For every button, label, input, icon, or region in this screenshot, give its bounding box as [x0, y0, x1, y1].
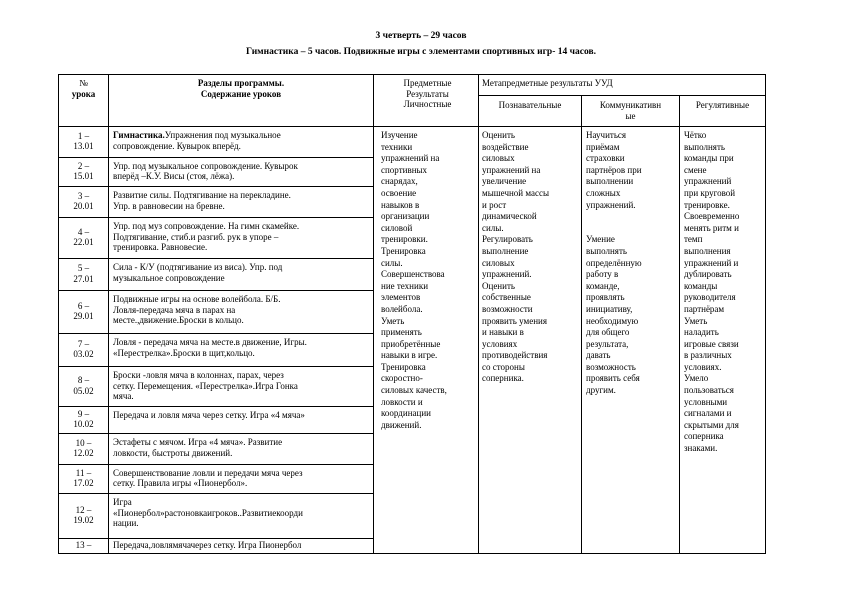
- lesson-content-line: [113, 294, 372, 305]
- col-divider-2: [373, 74, 374, 554]
- lesson-content-line: [113, 201, 372, 212]
- communicative-result-line: упражнений.: [586, 199, 636, 210]
- communicative-result-line: сложных: [586, 187, 621, 198]
- communicative-result-line: проявить себя: [586, 373, 640, 384]
- lesson-date: 10.02: [73, 419, 94, 430]
- cognitive-result-line: мышечной массы: [482, 187, 550, 198]
- cognitive-result-line: Оценить: [482, 130, 515, 140]
- lesson-content-text: ловкости, быстроты движений.: [113, 447, 233, 458]
- lesson-content-text: вперёд –К.У. Висы (стоя, лёжа).: [113, 171, 235, 182]
- lesson-content-line: [113, 508, 372, 519]
- lesson-content-line: [113, 130, 372, 141]
- regulative-result-line: команды: [684, 280, 718, 291]
- lesson-number: [59, 438, 108, 459]
- cognitive-result-line: и навыки в: [482, 327, 524, 338]
- header-communicative: [582, 100, 679, 121]
- lesson-index: 9 –: [77, 408, 90, 419]
- lesson-content-line: [113, 410, 372, 421]
- lesson-content: [109, 468, 372, 489]
- cognitive-result-line: соперника.: [482, 373, 524, 384]
- cognitive-result-line: упражнений на: [482, 164, 541, 175]
- lesson-index: 2 –: [77, 160, 90, 171]
- communicative-result-line: [586, 223, 678, 235]
- lesson-content-text: сетку. Правила игры «Пионербол».: [113, 478, 248, 489]
- lesson-number: [59, 263, 108, 284]
- subject-result-line: освоение: [381, 187, 417, 198]
- subject-result-line: Совершенствова: [381, 269, 445, 280]
- lesson-date: 29.01: [73, 311, 94, 322]
- lesson-content-text: Броски -ловля мяча в колоннах, парах, через: [113, 370, 284, 380]
- meta-header-divider: [478, 95, 765, 96]
- subject-result-line: силы.: [381, 257, 403, 268]
- regulative-result-line: Умело: [684, 373, 709, 384]
- subject-result-line: ловкости и: [381, 396, 423, 407]
- subject-result-line: Тренировка: [381, 361, 426, 372]
- header-subject-line3: Личностные: [403, 99, 452, 110]
- regulative-result-line: выполнять: [684, 141, 725, 152]
- lesson-content-text: мяча.: [113, 391, 134, 402]
- communicative-result-line: Умение: [586, 234, 615, 245]
- lesson-content-line: [113, 370, 372, 381]
- header-meta: Метапредметные результаты УУД: [482, 78, 613, 88]
- lesson-number: [59, 339, 108, 360]
- communicative-result-line: выполнять: [586, 245, 627, 256]
- lesson-content-line: [113, 478, 372, 489]
- cognitive-result-line: динамической: [482, 211, 537, 222]
- header-subject: [379, 78, 476, 110]
- lesson-index: 6 –: [77, 300, 90, 311]
- row-divider: [58, 186, 373, 187]
- header-bottom-rule: [58, 126, 765, 127]
- cognitive-result-line: собственные: [482, 292, 531, 303]
- lesson-content-line: [113, 497, 372, 508]
- regulative-result-line: соперника: [684, 431, 724, 442]
- subject-result-line: Изучение: [381, 130, 418, 140]
- lesson-number: [59, 227, 108, 248]
- lesson-date: 19.02: [73, 515, 94, 526]
- lesson-number: [59, 505, 108, 526]
- lesson-content-line: [113, 381, 372, 392]
- header-num-symbol: №: [79, 78, 88, 88]
- lesson-content-line: [113, 437, 372, 448]
- regulative-result-line: наладить: [684, 327, 719, 338]
- lesson-content: [109, 370, 372, 402]
- subject-results-cell: [381, 130, 476, 431]
- cognitive-result-line: силы.: [482, 222, 504, 233]
- lesson-number: [59, 301, 108, 322]
- cognitive-result-line: Оценить: [482, 280, 515, 291]
- regulative-result-line: команды при: [684, 153, 734, 164]
- communicative-result-line: команде,: [586, 280, 620, 291]
- header-sections: [109, 78, 373, 99]
- regulative-result-line: скрытыми для: [684, 419, 739, 430]
- lesson-number: [59, 131, 108, 152]
- lesson-content-line: [113, 540, 372, 551]
- lesson-index: 10 –: [75, 437, 92, 448]
- lesson-content-line: [113, 141, 372, 152]
- cognitive-result-line: Регулировать: [482, 234, 533, 245]
- lesson-index: 1 –: [77, 130, 90, 141]
- subject-result-line: навыков в: [381, 199, 420, 210]
- row-divider: [58, 406, 373, 407]
- subject-result-line: приобретённые: [381, 338, 441, 349]
- lesson-content-line: [113, 161, 372, 172]
- regulative-result-line: пользоваться: [684, 385, 734, 396]
- cognitive-result-line: проявить умения: [482, 315, 547, 326]
- lesson-content: [109, 161, 372, 182]
- header-cognitive: Познавательные: [498, 100, 562, 110]
- lesson-content: [109, 437, 372, 458]
- regulative-result-line: упражнений и: [684, 257, 739, 268]
- communicative-result-line: результата,: [586, 338, 629, 349]
- regulative-results-cell: [684, 130, 764, 455]
- cognitive-result-line: воздействие: [482, 141, 529, 152]
- lesson-content-text: Совершенствование ловли и передачи мяча через: [113, 467, 303, 478]
- regulative-result-line: смене: [684, 164, 707, 175]
- lesson-content-text: Эстафеты с мячом. Игра «4 мяча». Развитие: [113, 437, 283, 447]
- subject-result-line: Тренировка: [381, 245, 426, 256]
- hours-subtitle: Гимнастика – 5 часов. Подвижные игры с элементами спортивных игр- 14 часов.: [246, 47, 596, 57]
- subject-result-line: техники: [381, 141, 413, 152]
- communicative-result-line: необходимую: [586, 315, 639, 326]
- subject-result-line: навыки в игре.: [381, 350, 438, 361]
- lesson-content-text: Игра: [113, 497, 132, 507]
- lesson-content-text: Сила - К/У (подтягивание из виса). Упр. под: [113, 262, 283, 272]
- cognitive-result-line: увеличение: [482, 176, 527, 187]
- header-regulative: Регулятивные: [695, 100, 750, 110]
- communicative-result-line: Научиться: [586, 130, 627, 140]
- cognitive-result-line: возможности: [482, 303, 533, 314]
- lesson-content-text: «Перестрелка».Броски в щит,кольцо.: [113, 347, 255, 358]
- lesson-content-line: [113, 468, 372, 479]
- header-num: [59, 78, 108, 99]
- table-border-top: [58, 74, 765, 75]
- row-divider: [58, 157, 373, 158]
- subject-result-line: снарядах,: [381, 176, 418, 187]
- lesson-content-text: нации.: [113, 518, 139, 529]
- lesson-content-text: Передача,ловлямячачерез сетку. Игра Пионербол: [113, 540, 302, 551]
- regulative-result-line: менять ритм и: [684, 222, 739, 233]
- regulative-result-line: игровые связи: [684, 338, 739, 349]
- regulative-result-line: темп: [684, 234, 703, 245]
- lesson-content-text: Упр. под музыкальное сопровождение. Кувырок: [113, 160, 298, 171]
- cognitive-results-cell: [482, 130, 580, 385]
- regulative-result-line: сигналами и: [684, 408, 732, 419]
- lesson-date: 20.01: [73, 201, 94, 212]
- lesson-content-line: [113, 391, 372, 402]
- lesson-content: [109, 262, 372, 283]
- subject-result-line: скоростно-: [381, 373, 423, 384]
- lesson-content-text: Подтягивание, стиб.и разгиб. рук в упоре –: [113, 231, 279, 242]
- lesson-content-line: [113, 242, 372, 253]
- lesson-content-text: Развитие силы. Подтягивание на перекладине.: [113, 190, 291, 200]
- lesson-content-text: сетку. Перемещения. «Перестрелка».Игра Гонка: [113, 380, 298, 391]
- cognitive-result-line: выполнение: [482, 245, 529, 256]
- header-sections-line1: Разделы программы.: [197, 78, 285, 88]
- lesson-content-line: [113, 448, 372, 459]
- subject-result-line: силовой: [381, 222, 413, 233]
- regulative-result-line: дублировать: [684, 269, 732, 280]
- regulative-result-line: знаками.: [684, 443, 718, 454]
- lesson-number: [59, 191, 108, 212]
- lesson-index: 4 –: [77, 226, 90, 237]
- row-divider: [58, 258, 373, 259]
- row-divider: [58, 433, 373, 434]
- lesson-content-line: [113, 518, 372, 529]
- regulative-result-line: условными: [684, 396, 728, 407]
- communicative-result-line: проявлять: [586, 292, 625, 303]
- subject-result-line: упражнений на: [381, 153, 440, 164]
- communicative-result-line: другим.: [586, 385, 616, 396]
- col-divider-4: [581, 95, 582, 554]
- communicative-result-line: партнёров при: [586, 164, 642, 175]
- col-divider-3: [478, 74, 479, 554]
- regulative-result-line: партнёрам: [684, 303, 725, 314]
- cognitive-result-line: условиях: [482, 338, 518, 349]
- row-divider: [58, 366, 373, 367]
- communicative-result-line: возможность: [586, 361, 636, 372]
- row-divider: [58, 333, 373, 334]
- subject-result-line: тренировки.: [381, 234, 428, 245]
- lesson-date: 03.02: [73, 349, 94, 360]
- lesson-content: [109, 130, 372, 151]
- lesson-number: [59, 468, 108, 489]
- regulative-result-line: Уметь: [684, 315, 708, 326]
- lesson-content-line: [113, 348, 372, 359]
- lesson-date: 15.01: [73, 171, 94, 182]
- communicative-result-line: [586, 211, 678, 223]
- cognitive-result-line: и рост: [482, 199, 507, 210]
- cognitive-result-line: силовых: [482, 257, 515, 268]
- lesson-content: [109, 337, 372, 358]
- lesson-content: [109, 497, 372, 529]
- lesson-content-text: Упражнения под музыкальное: [164, 130, 281, 140]
- section-heading: Гимнастика.: [113, 130, 165, 140]
- communicative-result-line: работу в: [586, 269, 619, 280]
- header-sections-line2: Содержание уроков: [200, 88, 282, 99]
- lesson-index: 13 –: [75, 540, 92, 551]
- regulative-result-line: условиях.: [684, 361, 722, 372]
- cognitive-result-line: упражнений.: [482, 269, 532, 280]
- subject-result-line: ние техники: [381, 280, 429, 291]
- regulative-result-line: Своевременно: [684, 211, 740, 222]
- regulative-result-line: в различных: [684, 350, 732, 361]
- header-comm-line1: Коммуникативн: [599, 100, 662, 110]
- lesson-content-text: музыкальное сопровождение: [113, 272, 225, 283]
- cognitive-result-line: со стороны: [482, 361, 525, 372]
- lesson-index: 12 –: [75, 504, 92, 515]
- lesson-content: [109, 410, 372, 421]
- subject-result-line: элементов: [381, 292, 421, 303]
- lesson-number: [59, 161, 108, 182]
- subject-result-line: применять: [381, 327, 422, 338]
- lesson-content-text: тренировка. Равновесие.: [113, 242, 208, 253]
- lesson-content-line: [113, 337, 372, 348]
- quarter-title: 3 четверть – 29 часов: [375, 31, 467, 41]
- communicative-result-line: инициативу,: [586, 303, 633, 314]
- subject-result-line: организации: [381, 211, 430, 222]
- lesson-content-line: [113, 232, 372, 243]
- regulative-result-line: упражнений: [684, 176, 732, 187]
- subject-result-line: волейбола.: [381, 303, 423, 314]
- lesson-content-text: Передача и ловля мяча через сетку. Игра «4 мяча»: [113, 410, 305, 420]
- lesson-content-text: Подвижные игры на основе волейбола. Б/Б.: [113, 294, 281, 304]
- communicative-result-line: давать: [586, 350, 611, 361]
- lesson-content-line: [113, 262, 372, 273]
- communicative-results-cell: [586, 130, 678, 397]
- row-divider: [58, 493, 373, 494]
- row-divider: [58, 290, 373, 291]
- lesson-content-text: Ловля - передача мяча на месте.в движение, Игры.: [113, 337, 307, 347]
- cognitive-result-line: противодействия: [482, 350, 548, 361]
- lesson-content: [109, 190, 372, 211]
- lesson-date: 17.02: [73, 478, 94, 489]
- table-border-bottom: [58, 553, 765, 554]
- lesson-content-text: Ловля-передача мяча в парах на: [113, 304, 236, 315]
- subject-result-line: силовых качеств,: [381, 385, 447, 396]
- lesson-index: 8 –: [77, 375, 90, 386]
- subject-result-line: спортивных: [381, 164, 428, 175]
- lesson-number: [59, 409, 108, 430]
- regulative-result-line: тренировке.: [684, 199, 730, 210]
- lesson-index: 5 –: [77, 263, 90, 274]
- lesson-content-text: сопровождение. Кувырок вперёд.: [113, 140, 241, 151]
- lesson-content-line: [113, 273, 372, 284]
- lesson-date: 12.02: [73, 448, 94, 459]
- communicative-result-line: определённую: [586, 257, 642, 268]
- lesson-content-line: [113, 315, 372, 326]
- lesson-content: [109, 294, 372, 326]
- lesson-content-text: Упр. под муз сопровождение. На гимн скамейке.: [113, 221, 300, 231]
- lesson-content: [109, 540, 372, 551]
- col-divider-5: [679, 95, 680, 554]
- subject-result-line: Уметь: [381, 315, 405, 326]
- lesson-number: [59, 375, 108, 396]
- lesson-date: 13.01: [73, 141, 94, 152]
- lesson-content-line: [113, 305, 372, 316]
- regulative-result-line: выполнения: [684, 245, 731, 256]
- lesson-date: 22.01: [73, 237, 94, 248]
- communicative-result-line: для общего: [586, 327, 630, 338]
- header-subject-line2: Результаты: [406, 88, 449, 99]
- row-divider: [58, 464, 373, 465]
- communicative-result-line: страховки: [586, 153, 625, 164]
- header-num-label: урока: [71, 88, 96, 99]
- lesson-content-text: Упр. в равновесии на бревне.: [113, 200, 225, 211]
- lesson-date: 27.01: [73, 273, 94, 284]
- header-comm-line2: ые: [625, 110, 636, 121]
- lesson-content-line: [113, 221, 372, 232]
- row-divider: [58, 217, 373, 218]
- lesson-content-text: «Пионербол»растоновкаигроков..Развитиекоорди: [113, 507, 303, 518]
- lesson-index: 7 –: [77, 338, 90, 349]
- subject-result-line: координации: [381, 408, 431, 419]
- cognitive-result-line: силовых: [482, 153, 515, 164]
- communicative-result-line: выполнении: [586, 176, 634, 187]
- regulative-result-line: Чётко: [684, 130, 707, 140]
- header-subject-line1: Предметные: [403, 78, 452, 88]
- communicative-result-line: приёмам: [586, 141, 620, 152]
- table-border-right: [765, 74, 766, 554]
- regulative-result-line: руководителя: [684, 292, 736, 303]
- subject-result-line: движений.: [381, 419, 422, 430]
- lesson-content-line: [113, 190, 372, 201]
- row-divider: [58, 538, 373, 539]
- lesson-content-line: [113, 171, 372, 182]
- regulative-result-line: при круговой: [684, 187, 736, 198]
- lesson-date: 05.02: [73, 385, 94, 396]
- lesson-number: [59, 540, 108, 551]
- lesson-index: 11 –: [75, 467, 92, 478]
- lesson-content: [109, 221, 372, 253]
- lesson-index: 3 –: [77, 190, 90, 201]
- lesson-content-text: месте.,движение.Броски в кольцо.: [113, 315, 244, 326]
